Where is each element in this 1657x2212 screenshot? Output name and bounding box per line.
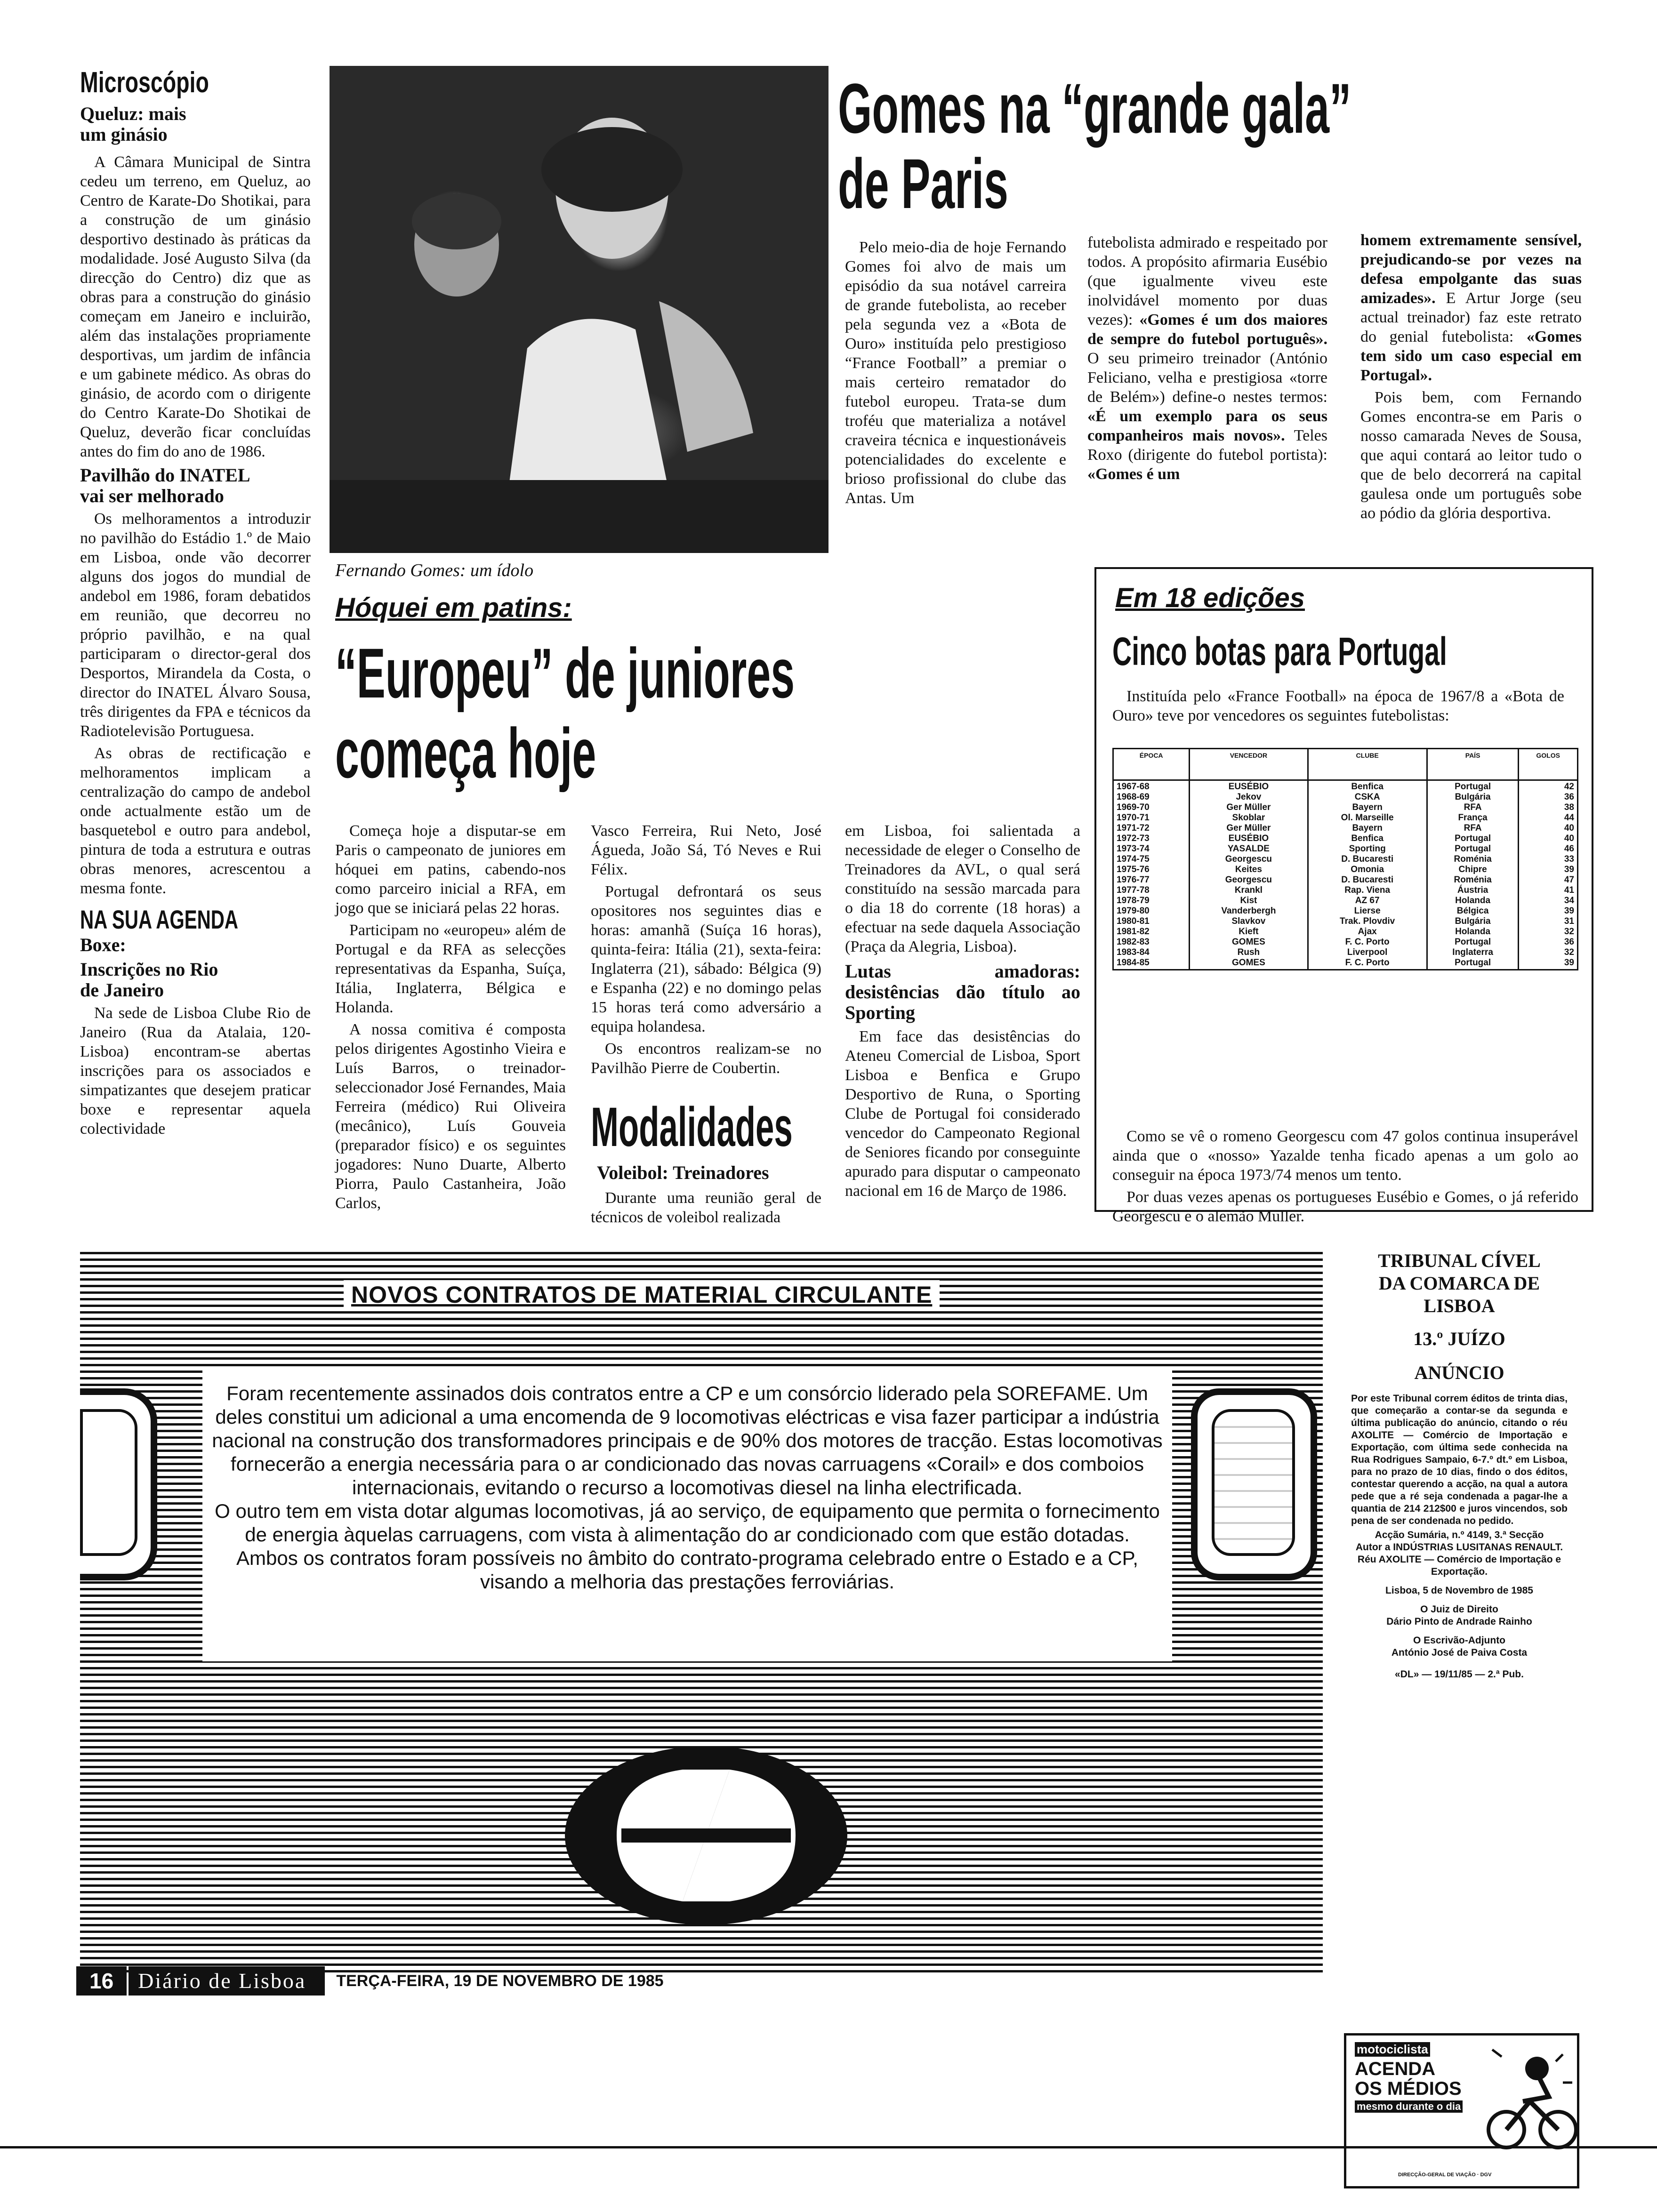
vencedor-row-13: Slavkov xyxy=(1231,916,1266,926)
golos-row-10: 41 xyxy=(1564,885,1574,895)
botas-table xyxy=(1112,748,1578,970)
modalidades-col2 xyxy=(845,821,1080,1203)
golos-row-11: 34 xyxy=(1564,896,1574,906)
modalidades-p1: Durante uma reunião geral de técnicos de voleibol realizada xyxy=(591,1189,821,1226)
clube-row-13: Trak. Plovdiv xyxy=(1340,916,1395,926)
hoquei-headline-line2: começa hoje xyxy=(335,713,596,793)
tribunal-t3: 13.º JUÍZO xyxy=(1413,1328,1505,1349)
gomes-quote-eusebio: «Gomes é um dos maiores de sempre do futebol português». xyxy=(1087,311,1328,348)
modalidades-heading: Modalidades xyxy=(591,1096,793,1158)
gomes-col1 xyxy=(845,238,1066,511)
epoca-row-9: 1976-77 xyxy=(1117,875,1150,885)
vencedor-row-1: Jekov xyxy=(1236,792,1262,802)
clube-row-7: D. Bucaresti xyxy=(1341,854,1394,864)
pais-row-4: RFA xyxy=(1464,823,1482,833)
pais-row-13: Bulgária xyxy=(1455,916,1491,926)
col-pais xyxy=(1427,780,1519,970)
pais-row-11: Holanda xyxy=(1455,896,1491,906)
modalidades-p2: em Lisboa, foi salientada a necessidade de eleger o Conselho de Treinadores da AVL, o qual será constituído na sessão marcada para o dia 18 do corrente (18 horas) a efectuar na sede daquela Associação (Praça da Alegria, Lisboa). xyxy=(845,822,1080,955)
pais-row-2: RFA xyxy=(1464,802,1482,812)
pais-row-5: Portugal xyxy=(1455,834,1491,843)
moto-ad-l4: mesmo durante o dia xyxy=(1355,2100,1463,2113)
hoquei-kicker: Hóquei em patins: xyxy=(335,593,572,623)
tribunal-reu: Réu AXOLITE — Comércio de Importação e Exportação. xyxy=(1357,1554,1561,1577)
gomes-quote-roxo: «Gomes é um xyxy=(1087,465,1180,483)
col-epoca xyxy=(1113,780,1190,970)
vencedor-row-4: Ger Müller xyxy=(1226,823,1271,833)
golos-row-1: 36 xyxy=(1564,792,1574,802)
gomes-col2-c: O seu primeiro treinador (António Feliciano, velha e prestigiosa «torre de Belém») define-o nestes termos: xyxy=(1087,350,1327,406)
golos-row-5: 40 xyxy=(1564,834,1574,843)
modalidades-sub2: Lutas amadoras: desistências dão título ao Sporting xyxy=(845,961,1080,1023)
golos-row-16: 32 xyxy=(1564,947,1574,957)
modalidades-sub1: Voleibol: Treinadores xyxy=(597,1162,769,1183)
clube-row-6: Sporting xyxy=(1349,844,1386,854)
cp-ad-p2: O outro tem em vista dotar algumas locomotivas, já ao serviço, de equipamento que permita o fornecimento de energia àquelas carruagens, com vista à alimentação do ar condicionado com que estão dotadas. xyxy=(215,1500,1160,1546)
hoquei-col1-p3: A nossa comitiva é composta pelos dirigentes Agostinho Vieira e Luís Barros, o treinador-seleccionador José Fernandes, Maia Ferreira (médico) Rui Oliveira (mecânico), Luís Gouveia (preparador físico) e os seguintes jogadores: Nuno Duarte, Alberto Piorra, Paulo Castanheira, João Carlos, xyxy=(335,1021,566,1212)
tribunal-t2: DA COMARCA DE LISBOA xyxy=(1378,1273,1540,1316)
col-clube xyxy=(1308,780,1427,970)
page-number: 16 xyxy=(76,1966,127,1996)
moto-ad-l1: motociclista xyxy=(1355,2042,1430,2057)
hoquei-col1-p2: Participam no «europeu» além de Portugal e da RFA as selecções representativas da Espanha, Suíça, Itália, Inglaterra, Bélgica e Holanda. xyxy=(335,922,566,1016)
gomes-col3-d: Pois bem, com Fernando Gomes encontra-se em Paris o nosso camarada Neves de Sousa, que aqui contará ao leitor tudo o que de belo decorrerá na capital gaulesa onde um português sobe ao pódio da glória desportiva. xyxy=(1360,389,1582,522)
tribunal-notice xyxy=(1351,1250,1568,1681)
botas-headline: Cinco botas para Portugal xyxy=(1112,629,1447,673)
agenda-text: Na sede de Lisboa Clube Rio de Janeiro (Rua da Atalaia, 120-Lisboa) encontram-se abertas inscrições para os associados e simpatizantes que desejem praticar boxe e representar aquela colectividade xyxy=(80,1004,311,1138)
agenda-boxe: Boxe: xyxy=(80,934,126,955)
vencedor-row-14: Kieft xyxy=(1239,927,1259,937)
botas-intro: Instituída pelo «France Football» na época de 1967/8 a «Bota de Ouro» teve por vencedores os seguintes futebolistas: xyxy=(1112,688,1564,724)
microscopio-sub2: Pavilhão do INATEL vai ser melhorado xyxy=(80,465,249,506)
golos-row-8: 39 xyxy=(1564,865,1574,874)
folio-bar-main xyxy=(76,1966,664,1996)
cp-ad xyxy=(80,1252,1323,1977)
vencedor-row-0: EUSÉBIO xyxy=(1228,782,1269,792)
epoca-row-14: 1981-82 xyxy=(1117,927,1150,937)
botas-outro1: Como se vê o romeno Georgescu com 47 golos continua insuperável ainda que o «nosso» Yazalde tenha ficado apenas a um golo ao conseguir na época 1973/74 menos um tento. xyxy=(1112,1128,1578,1184)
pais-row-6: Portugal xyxy=(1455,844,1491,854)
clube-row-3: Ol. Marseille xyxy=(1341,813,1394,823)
epoca-row-4: 1971-72 xyxy=(1117,823,1150,833)
golos-row-17: 39 xyxy=(1564,958,1574,968)
epoca-row-17: 1984-85 xyxy=(1117,958,1150,968)
epoca-row-11: 1978-79 xyxy=(1117,896,1150,906)
vencedor-row-9: Georgescu xyxy=(1225,875,1272,885)
vencedor-row-2: Ger Müller xyxy=(1226,802,1271,812)
gomes-col2 xyxy=(1087,233,1327,487)
clube-row-10: Rap. Viena xyxy=(1344,885,1391,895)
gomes-col1-text: Pelo meio-dia de hoje Fernando Gomes foi alvo de mais um episódio da sua notável carreira de grande futebolista, ao receber pela segunda vez a «Bota de Ouro» instituída pelo prestigioso “France Football” a premiar o mais certeiro rematador do futebol europeu. Trata-se dum troféu que materializa a notável craveira técnica e inquestionáveis potencialidades do excelente e brioso profissional do clube das Antas. Um xyxy=(845,239,1066,507)
clube-row-14: Ajax xyxy=(1358,927,1377,937)
gomes-headline-line1: Gomes na “grande gala” xyxy=(838,69,1351,148)
pais-row-0: Portugal xyxy=(1455,782,1491,792)
tribunal-esc1: O Escrivão-Adjunto xyxy=(1413,1635,1506,1646)
microscopio-p1: A Câmara Municipal de Sintra cedeu um terreno, em Queluz, ao Centro de Karate-Do Shotikai, para a construção de um ginásio desportivo destinado às práticas da modalidade. José Augusto Silva (da direcção do Centro) diz que as obras para a construção do ginásio começam em Janeiro e incluirão, além das instalações propriamente desportivas, um jardim de infância e um gabinete médico. As obras do ginásio, de acordo com o dirigente do Centro Karate-Do Shotikai de Queluz, deverão ficar concluídas antes do fim do ano de 1986. xyxy=(80,153,311,460)
header-vencedor: VENCEDOR xyxy=(1190,749,1308,780)
gomes-col2-a: futebolista admirado e respeitado por todos. A propósito afirmaria Eusébio (que igualmente viveu este inolvidável momento por duas vezes): xyxy=(1087,234,1327,329)
microscopio-sub1: Queluz: mais um ginásio xyxy=(80,103,186,145)
hoquei-col2 xyxy=(591,821,821,1081)
microscopio-p2: Os melhoramentos a introduzir no pavilhão do Estádio 1.º de Maio em Lisboa, onde vão decorrer alguns dos jogos do mundial de andebol em 1986, foram debatidos em reunião, que decorreu no próprio pavilhão, e na qual participaram o director-geral dos Desportos, Mirandela da Costa, o director do INATEL Álvaro Sousa, três dirigentes da FPA e técnicos da Radiotelevisão Portuguesa. xyxy=(80,510,311,740)
golos-row-2: 38 xyxy=(1564,802,1574,812)
hoquei-col2-p2: Portugal defrontará os seus opositores nos seguintes dias e horas: amanhã (Suíça 16 horas), quinta-feira: Itália (21), sexta-feira: Inglaterra (21), sábado: Bélgica (9) e Espanha (22) e no domingo pelas 15 horas terá como adversário a equipa holandesa. xyxy=(591,883,821,1035)
gomes-quote-feliciano: «É um exemplo para os seus companheiros mais novos». xyxy=(1087,408,1327,444)
botas-box xyxy=(1094,567,1593,1225)
pais-row-17: Portugal xyxy=(1455,958,1491,968)
modalidades-col1 xyxy=(591,1188,821,1230)
golos-row-13: 31 xyxy=(1564,916,1574,926)
cp-logo xyxy=(560,1741,852,1930)
dateline-text: TERÇA-FEIRA, 19 DE NOVEMBRO DE 1985 xyxy=(336,1972,664,1990)
gomes-headline-line2: de Paris xyxy=(838,144,1008,223)
clube-row-5: Benfica xyxy=(1351,834,1384,843)
photo-caption: Fernando Gomes: um ídolo xyxy=(335,561,534,580)
golos-row-14: 32 xyxy=(1564,927,1574,937)
hoquei-headline xyxy=(335,633,1088,793)
microscopio-p3: As obras de rectificação e melhoramentos implicam a centralização do campo de andebol onde actualmente estão um de basquetebol e outro para andebol, pintura de toda a estrutura e outras obras menores, acrescentou a mesma fonte. xyxy=(80,745,311,897)
golos-row-15: 36 xyxy=(1564,937,1574,947)
tribunal-juiz1: O Juiz de Direito xyxy=(1420,1604,1498,1615)
hoquei-headline-line1: “Europeu” de juniores xyxy=(335,633,795,713)
motorcycle-illustration xyxy=(1478,2045,1577,2153)
vencedor-row-7: Georgescu xyxy=(1225,854,1272,864)
vencedor-row-11: Kist xyxy=(1240,896,1257,906)
gomes-col2-e: Teles Roxo (dirigente do futebol portista): xyxy=(1087,427,1328,464)
clube-row-9: D. Bucaresti xyxy=(1341,875,1394,885)
tribunal-body: Por este Tribunal correm éditos de trinta dias, que começarão a contar-se da segunda e última publicação do anúncio, citando o réu AXOLITE — Comércio de Importação e Exportação, com última sede conhecida na Rua Rodrigues Sampaio, 6-7.º dt.º em Lisboa, para no prazo de 10 dias, findo o dos éditos, contestar querendo a acção, na qual a autora pede que a ré seja condenada a pagar-lhe a quantia de 214 212$00 e juros vincendos, sob pena de ser condenada no pedido. xyxy=(1351,1393,1568,1526)
vencedor-row-10: Krankl xyxy=(1234,885,1263,895)
agenda-heading: NA SUA AGENDA xyxy=(80,905,239,934)
hoquei-col1-p1: Começa hoje a disputar-se em Paris o campeonato de juniores em hóquei em patins, cabendo-nos como parceiro inicial a RFA, em jogo que se iniciará pelas 22 horas. xyxy=(335,822,566,917)
microscopio-heading: Microscópio xyxy=(80,66,209,99)
pais-row-8: Chipre xyxy=(1458,865,1487,874)
pais-row-9: Roménia xyxy=(1454,875,1492,885)
moto-ad-l5: DIRECÇÃO-GERAL DE VIAÇÃO · DGV xyxy=(1398,2172,1492,2178)
vencedor-row-5: EUSÉBIO xyxy=(1228,834,1269,843)
vencedor-row-6: YASALDE xyxy=(1227,844,1270,854)
pais-row-7: Roménia xyxy=(1454,854,1492,864)
header-golos: GOLOS xyxy=(1519,749,1578,780)
tribunal-autor: Autor a INDÚSTRIAS LUSITANAS RENAULT. xyxy=(1355,1542,1563,1553)
epoca-row-1: 1968-69 xyxy=(1117,792,1150,802)
vencedor-row-3: Skoblar xyxy=(1232,813,1265,823)
vencedor-row-15: GOMES xyxy=(1232,937,1265,947)
tribunal-t4: ANÚNCIO xyxy=(1414,1362,1504,1383)
gomes-quote-artur: «Gomes tem sido um caso especial em Portugal». xyxy=(1360,328,1582,384)
vencedor-row-17: GOMES xyxy=(1232,958,1265,968)
epoca-row-8: 1975-76 xyxy=(1117,865,1150,874)
pais-row-1: Bulgária xyxy=(1455,792,1491,802)
vencedor-row-8: Keites xyxy=(1235,865,1262,874)
clube-row-11: AZ 67 xyxy=(1355,896,1380,906)
header-pais: PAÍS xyxy=(1427,749,1519,780)
botas-kicker: Em 18 edições xyxy=(1115,583,1305,613)
clube-row-2: Bayern xyxy=(1352,802,1383,812)
botas-outro2: Por duas vezes apenas os portugueses Eusébio e Gomes, o já referido Georgescu e o alemão Muller. xyxy=(1112,1188,1578,1225)
tribunal-t1: TRIBUNAL CÍVEL xyxy=(1378,1250,1541,1271)
tribunal-dl: «DL» — 19/11/85 — 2.ª Pub. xyxy=(1395,1669,1524,1680)
pais-row-14: Holanda xyxy=(1455,927,1491,937)
gomes-col3-a: homem extremamente sensível, prejudicando-se por vezes na defesa empolgante das suas amizades». xyxy=(1360,232,1582,307)
epoca-row-3: 1970-71 xyxy=(1117,813,1150,823)
tribunal-juiz2: Dário Pinto de Andrade Rainho xyxy=(1386,1616,1532,1627)
vencedor-row-16: Rush xyxy=(1237,947,1260,957)
epoca-row-10: 1977-78 xyxy=(1117,885,1150,895)
microscopio-column xyxy=(80,66,311,1141)
epoca-row-15: 1982-83 xyxy=(1117,937,1150,947)
clube-row-1: CSKA xyxy=(1354,792,1380,802)
golos-row-3: 44 xyxy=(1564,813,1574,823)
clube-row-12: Lierse xyxy=(1354,906,1381,916)
pais-row-15: Portugal xyxy=(1455,937,1491,947)
modalidades-p3: Em face das desistências do Ateneu Comercial de Lisboa, Sport Lisboa e Benfica e Grupo Desportivo de Runa, o Sporting Clube de Portugal foi considerado vencedor do Campeonato Regional de Seniores ficando por conseguinte apurado para disputar o campeonato nacional em 16 de Março de 1986. xyxy=(845,1028,1080,1200)
hoquei-col2-p3: Os encontros realizam-se no Pavilhão Pierre de Coubertin. xyxy=(591,1040,821,1077)
pais-row-12: Bélgica xyxy=(1456,906,1489,916)
tribunal-esc2: António José de Paiva Costa xyxy=(1391,1647,1528,1658)
epoca-row-2: 1969-70 xyxy=(1117,802,1150,812)
epoca-row-7: 1974-75 xyxy=(1117,854,1150,864)
fernando-gomes-photo xyxy=(330,66,828,553)
moto-ad-l3: OS MÉDIOS xyxy=(1355,2078,1462,2099)
cp-logo-text xyxy=(699,1826,700,1827)
golos-row-4: 40 xyxy=(1564,823,1574,833)
pais-row-3: França xyxy=(1458,813,1488,823)
cp-ad-title: NOVOS CONTRATOS DE MATERIAL CIRCULANTE xyxy=(344,1280,940,1309)
clube-row-4: Bayern xyxy=(1352,823,1383,833)
pais-row-10: Áustria xyxy=(1457,885,1488,895)
agenda-sub: Inscrições no Rio de Janeiro xyxy=(80,959,218,1001)
epoca-row-0: 1967-68 xyxy=(1117,782,1150,792)
col-golos xyxy=(1519,780,1578,970)
epoca-row-6: 1973-74 xyxy=(1117,844,1150,854)
epoca-row-16: 1983-84 xyxy=(1117,947,1150,957)
cp-ad-text-panel xyxy=(202,1370,1172,1661)
golos-row-6: 46 xyxy=(1564,844,1574,854)
header-clube: CLUBE xyxy=(1308,749,1427,780)
cp-ad-p1: Foram recentemente assinados dois contratos entre a CP e um consórcio liderado pela SOREFAME. Um deles constitui um adicional a uma encomenda de 9 locomotivas eléctricas e visa fazer participar a indústria nacional na construção dos transformadores principais e de 90% dos motores de tracção. Estas locomotivas fornecerão a energia necessária para o ar condicionado das novas carruagens «Corail» e dos comboios internacionais, evitando o recurso a locomotivas diesel na linha electrificada. xyxy=(212,1382,1163,1499)
cp-ad-p3: Ambos os contratos foram possíveis no âmbito do contrato-programa celebrado entre o Estado e a CP, visando a melhoria das prestações ferroviárias. xyxy=(236,1547,1138,1593)
header-epoca: ÉPOCA xyxy=(1113,749,1190,780)
hoquei-col1 xyxy=(335,821,566,1216)
masthead: Diário de Lisboa xyxy=(129,1966,325,1996)
train-window-right xyxy=(1191,1388,1317,1580)
epoca-row-12: 1979-80 xyxy=(1117,906,1150,916)
vencedor-row-12: Vanderbergh xyxy=(1221,906,1276,916)
train-window-left xyxy=(80,1388,157,1580)
col-vencedor xyxy=(1190,780,1308,970)
golos-row-0: 42 xyxy=(1564,782,1574,792)
gomes-headline xyxy=(838,71,1657,221)
gomes-col3 xyxy=(1360,231,1582,526)
clube-row-15: F. C. Porto xyxy=(1345,937,1390,947)
epoca-row-5: 1972-73 xyxy=(1117,834,1150,843)
clube-row-16: Liverpool xyxy=(1347,947,1388,957)
botas-outro xyxy=(1112,1127,1578,1229)
clube-row-0: Benfica xyxy=(1351,782,1384,792)
golos-row-12: 39 xyxy=(1564,906,1574,916)
epoca-row-13: 1980-81 xyxy=(1117,916,1150,926)
clube-row-8: Omonia xyxy=(1351,865,1384,874)
tribunal-date: Lisboa, 5 de Novembro de 1985 xyxy=(1385,1585,1533,1596)
page-bottom-rule xyxy=(0,2146,1657,2148)
hoquei-col2-p1: Vasco Ferreira, Rui Neto, José Águeda, João Sá, Tó Neves e Rui Félix. xyxy=(591,822,821,878)
golos-row-9: 47 xyxy=(1564,875,1574,885)
golos-row-7: 33 xyxy=(1564,854,1574,864)
clube-row-17: F. C. Porto xyxy=(1345,958,1390,968)
tribunal-acao: Acção Sumária, n.º 4149, 3.ª Secção xyxy=(1375,1530,1544,1540)
moto-ad-l2: ACENDA xyxy=(1355,2059,1436,2079)
moto-ad xyxy=(1344,2033,1579,2188)
pais-row-16: Inglaterra xyxy=(1452,947,1493,957)
gomes-col3-b: E Artur Jorge (seu actual treinador) faz este retrato do genial futebolista: xyxy=(1360,289,1582,345)
